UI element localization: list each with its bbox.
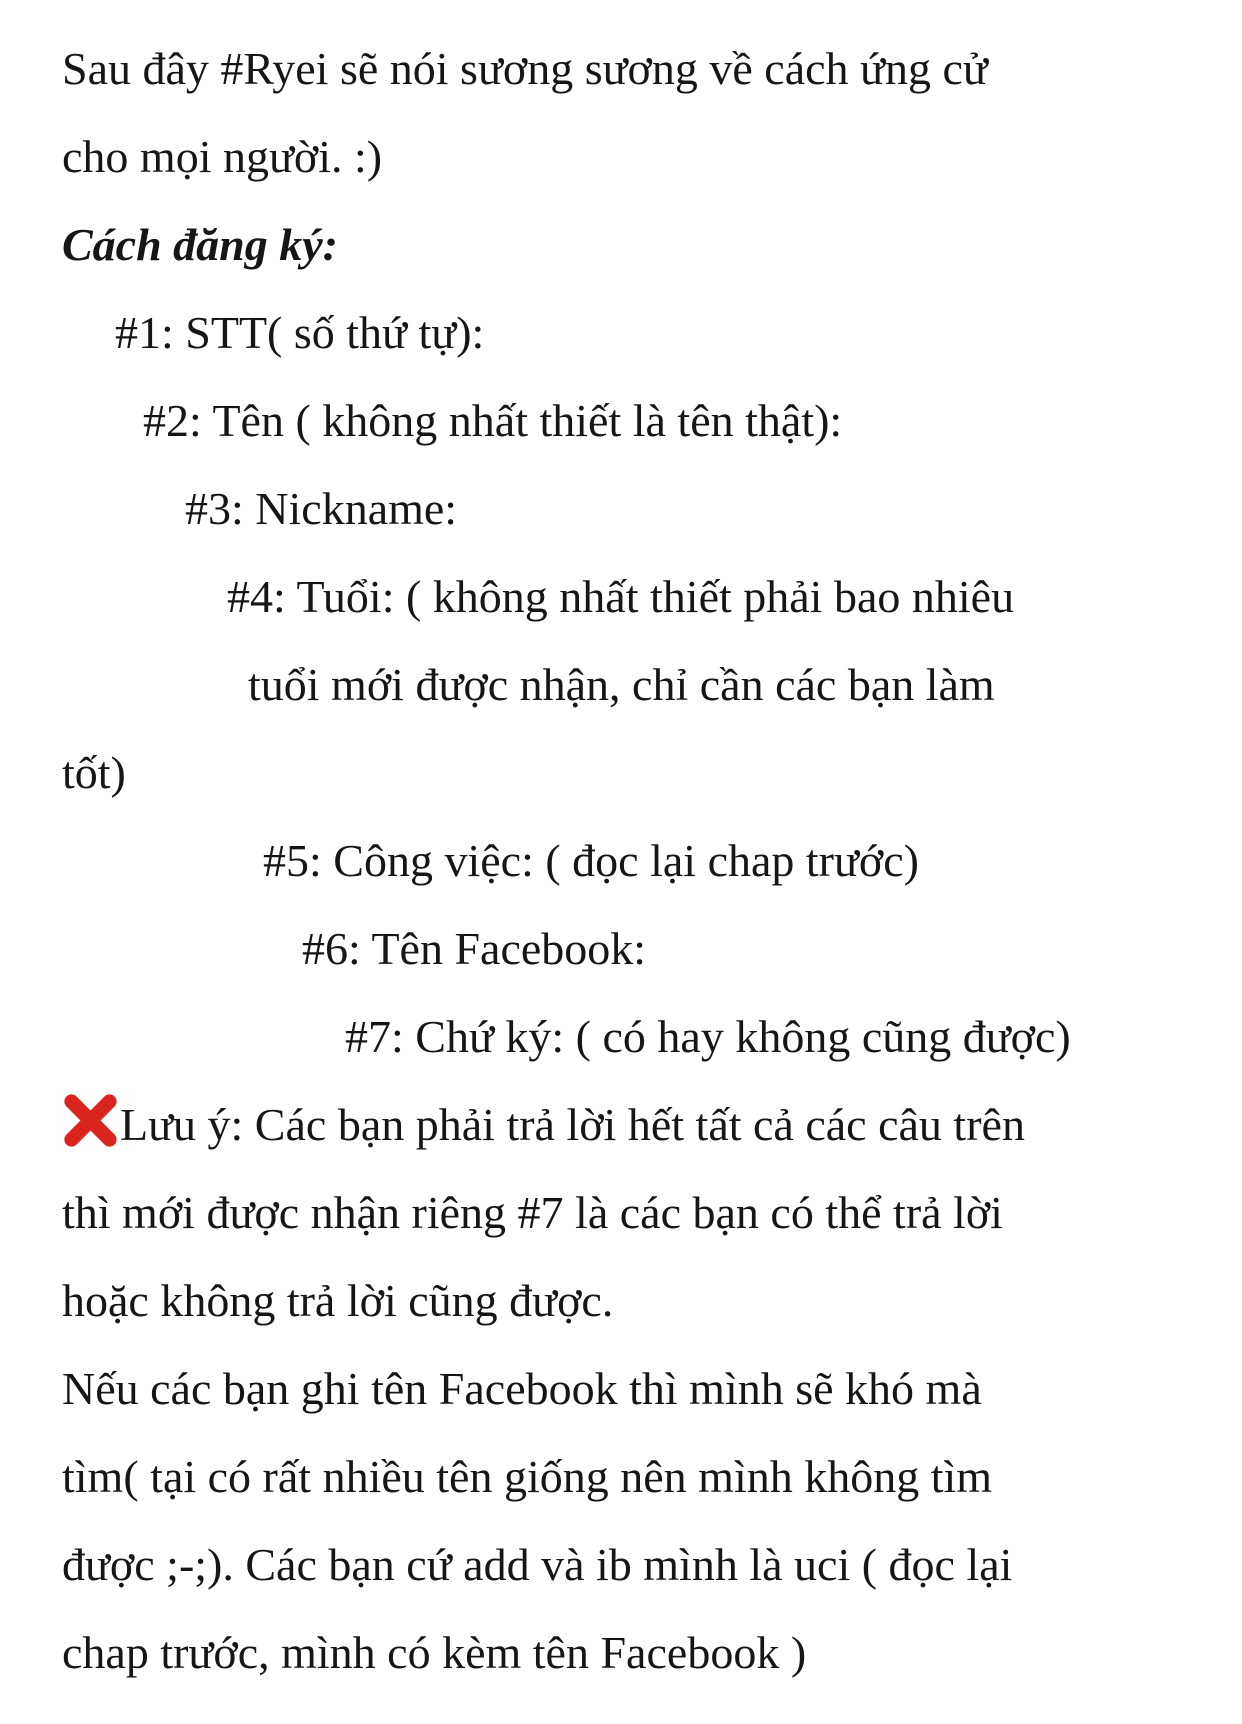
- form-item-line: [62, 817, 1192, 905]
- line-text: #6: Tên Facebook:: [302, 923, 647, 974]
- form-item-line: [62, 553, 1192, 641]
- section-heading: [62, 201, 1192, 289]
- paragraph-line: [62, 1521, 1192, 1609]
- paragraph-line: [62, 1609, 1192, 1697]
- line-text: #1: STT( số thứ tự):: [115, 307, 485, 358]
- line-text: tuổi mới được nhận, chỉ cần các bạn làm: [248, 659, 995, 710]
- paragraph-line: [62, 25, 1192, 113]
- line-text: Nếu các bạn ghi tên Facebook thì mình sẽ khó mà: [62, 1363, 982, 1414]
- line-text: hoặc không trả lời cũng được.: [62, 1275, 614, 1326]
- note-line: [62, 1169, 1192, 1257]
- cross-mark-icon: [62, 1090, 119, 1147]
- line-text: được ;-;). Các bạn cứ add và ib mình là uci ( đọc lại: [62, 1539, 1013, 1590]
- note-line: [62, 1257, 1192, 1345]
- line-text: #7: Chứ ký: ( có hay không cũng được): [345, 1011, 1071, 1062]
- line-text: tốt): [62, 747, 126, 798]
- line-text: #4: Tuổi: ( không nhất thiết phải bao nhiêu: [227, 571, 1015, 622]
- line-text: Lưu ý: Các bạn phải trả lời hết tất cả các câu trên: [120, 1099, 1025, 1150]
- form-item-line: [62, 289, 1192, 377]
- heading-text: Cách đăng ký:: [62, 219, 338, 270]
- paragraph-line: [62, 1433, 1192, 1521]
- line-text: Sau đây #Ryei sẽ nói sương sương về cách ứng cử: [62, 43, 988, 94]
- line-text: thì mới được nhận riêng #7 là các bạn có thể trả lời: [62, 1187, 1003, 1238]
- line-text: chap trước, mình có kèm tên Facebook ): [62, 1627, 807, 1678]
- form-item-line: [62, 465, 1192, 553]
- paragraph-line: [62, 1345, 1192, 1433]
- paragraph-line: [62, 113, 1192, 201]
- note-line: [62, 1081, 1192, 1169]
- line-text: #5: Công việc: ( đọc lại chap trước): [263, 835, 919, 886]
- form-item-line: [62, 993, 1192, 1081]
- line-text: cho mọi người. :): [62, 131, 383, 182]
- line-text: #3: Nickname:: [185, 483, 458, 534]
- form-item-line: [62, 905, 1192, 993]
- form-item-line: [62, 729, 1192, 817]
- line-text: tìm( tại có rất nhiều tên giống nên mình không tìm: [62, 1451, 993, 1502]
- line-text: #2: Tên ( không nhất thiết là tên thật):: [143, 395, 843, 446]
- form-item-line: [62, 377, 1192, 465]
- form-item-line: [62, 641, 1192, 729]
